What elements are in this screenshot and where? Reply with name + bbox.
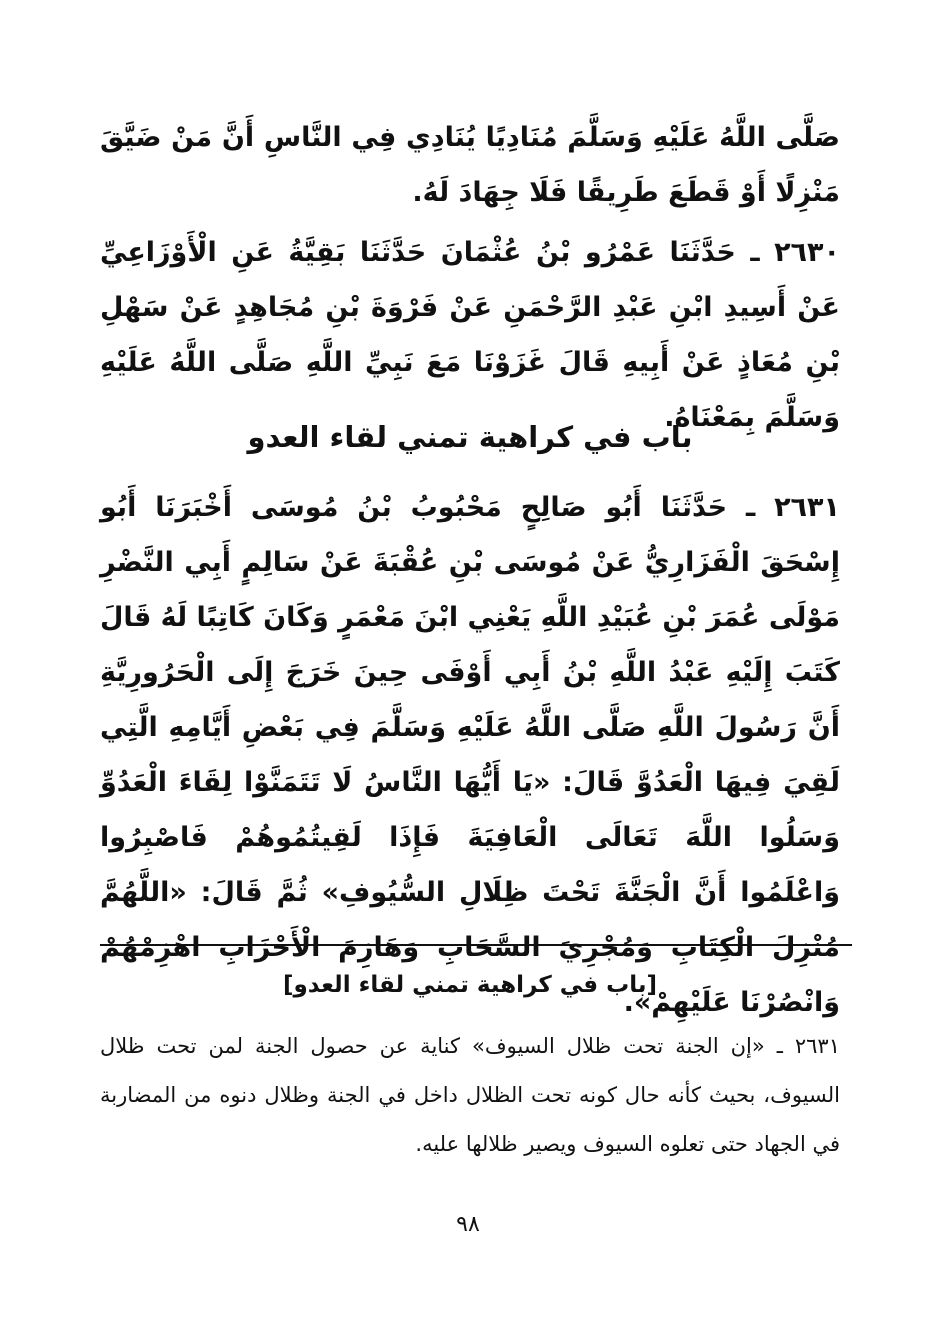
hadith-continuation-paragraph [100, 110, 840, 220]
footnote-text: ٢٦٣١ ـ «إن الجنة تحت ظلال السيوف» كناية عن حصول الجنة لمن تحت ظلال السيوف، بحيث كأنه حال كونه تحت الظلال داخل في الجنة وظلال دنوه من المضاربة في الجهاد حتى تعلوه السيوف ويصير ظلالها عليه. [100, 1034, 840, 1156]
footnote-divider [100, 944, 852, 946]
paragraph-text: ٢٦٣١ ـ حَدَّثَنَا أَبُو صَالِحٍ مَحْبُوبُ بْنُ مُوسَى أَخْبَرَنَا أَبُو إِسْحَقَ الْفَزَارِيُّ عَنْ مُوسَى بْنِ عُقْبَةَ عَنْ سَالِمٍ أَبِي النَّضْرِ مَوْلَى عُمَرَ بْنِ عُبَيْدِ اللَّهِ يَعْنِي ابْنَ مَعْمَرٍ وَكَانَ كَاتِبًا لَهُ قَالَ كَتَبَ إِلَيْهِ عَبْدُ اللَّهِ بْنُ أَبِي أَوْفَى حِينَ خَرَجَ إِلَى الْحَرُورِيَّةِ أَنَّ رَسُولَ اللَّهِ صَلَّى اللَّهُ عَلَيْهِ وَسَلَّمَ فِي بَعْضِ أَيَّامِهِ الَّتِي لَقِيَ فِيهَا الْعَدُوَّ قَالَ: «يَا أَيُّهَا النَّاسُ لَا تَتَمَنَّوْا لِقَاءَ الْعَدُوِّ وَسَلُوا اللَّهَ تَعَالَى الْعَافِيَةَ فَإِذَا لَقِيتُمُوهُمْ فَاصْبِرُوا وَاعْلَمُوا أَنَّ الْجَنَّةَ تَحْتَ ظِلَالِ السُّيُوفِ» ثُمَّ قَالَ: «اللَّهُمَّ مُنْزِلَ الْكِتَابِ وَمُجْرِيَ السَّحَابِ وَهَازِمَ الْأَحْزَابِ اهْزِمْهُمْ وَانْصُرْنَا عَلَيْهِمْ». [100, 492, 840, 1018]
page-number: ٩٨ [456, 1212, 480, 1237]
footnote-heading: [باب في كراهية تمني لقاء العدو] [282, 972, 657, 998]
hadith-2631-paragraph [100, 480, 840, 1030]
paragraph-text: ٢٦٣٠ ـ حَدَّثَنَا عَمْرُو بْنُ عُثْمَانَ حَدَّثَنَا بَقِيَّةُ عَنِ الْأَوْزَاعِيِّ عَنْ أَسِيدِ ابْنِ عَبْدِ الرَّحْمَنِ عَنْ فَرْوَةَ بْنِ مُجَاهِدٍ عَنْ سَهْلِ بْنِ مُعَاذٍ عَنْ أَبِيهِ قَالَ غَزَوْنَا مَعَ نَبِيِّ اللَّهِ صَلَّى اللَّهُ عَلَيْهِ وَسَلَّمَ بِمَعْنَاهُ. [100, 237, 840, 433]
paragraph-text: صَلَّى اللَّهُ عَلَيْهِ وَسَلَّمَ مُنَادِيًا يُنَادِي فِي النَّاسِ أَنَّ مَنْ ضَيَّقَ مَنْزِلًا أَوْ قَطَعَ طَرِيقًا فَلَا جِهَادَ لَهُ. [100, 122, 840, 208]
chapter-heading: باب في كراهية تمني لقاء العدو [247, 420, 693, 454]
